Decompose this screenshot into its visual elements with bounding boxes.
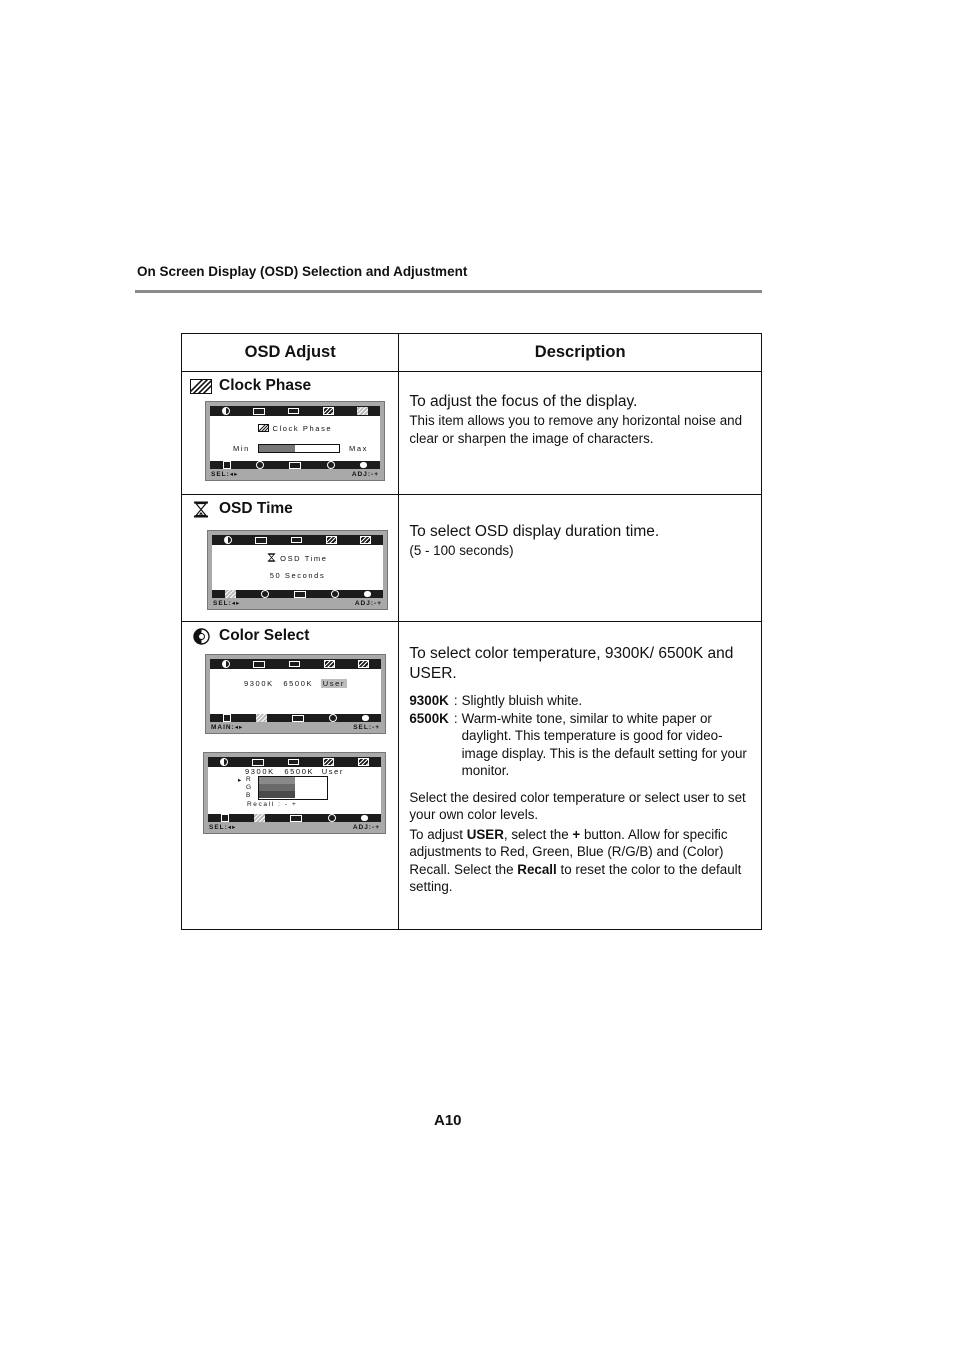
osd-bottom-bar — [210, 461, 380, 469]
hourglass-icon — [223, 714, 231, 722]
size-icon — [288, 408, 299, 414]
osd-menu-bar — [210, 406, 380, 416]
osd-menu-bar — [212, 535, 383, 545]
feature-cell — [182, 495, 399, 622]
reset-icon — [329, 714, 337, 722]
osd-footer-left: SEL:◂▸ — [209, 824, 237, 831]
option-6500k[interactable]: 6500K — [284, 767, 315, 776]
reset-icon — [328, 814, 336, 822]
osd-footer — [211, 470, 379, 479]
clock-phase-icon — [190, 378, 212, 394]
option-value: Warm-white tone, similar to white paper or daylight. This temperature is good for video-image display. This is the default setting for your monitor. — [461, 710, 747, 778]
osd-label-text: OSD Time — [280, 554, 328, 563]
osd-preview-user-color — [203, 752, 386, 834]
recall-control[interactable]: Recall : - + — [247, 801, 298, 808]
color-wheel-icon — [261, 590, 269, 598]
osd-value: 50 Seconds — [269, 571, 326, 580]
feature-cell — [182, 372, 399, 495]
osd-preview-clock-phase — [205, 401, 385, 481]
color-wheel-icon — [256, 714, 267, 722]
osd-adjust-table — [181, 333, 762, 930]
user-keyword: USER — [466, 826, 504, 842]
clock-phase-slider[interactable] — [258, 444, 340, 453]
text-span: button. Allow for specific adjustments to Red, Green, Blue (R/G/B) and (Color) Recall. Select the — [409, 826, 728, 877]
table-row — [182, 495, 762, 622]
clock-phase-icon — [258, 424, 269, 432]
osd-footer-left: SEL:◂▸ — [211, 471, 239, 478]
color-wheel-icon — [190, 628, 212, 644]
osd-min-label: Min — [233, 444, 250, 453]
table-row — [182, 372, 762, 495]
feature-title — [190, 500, 398, 518]
osd-menu-bar — [208, 757, 381, 767]
size-icon — [288, 759, 299, 765]
osd-menu-bar — [210, 659, 381, 669]
contrast-icon — [224, 536, 232, 544]
contrast-icon — [222, 407, 230, 415]
option-value: Slightly bluish white. — [461, 693, 583, 708]
position-icon — [253, 408, 265, 415]
info-icon — [361, 815, 368, 821]
description-cell — [399, 372, 762, 495]
column-header-description: Description — [399, 334, 762, 372]
green-label: G — [246, 784, 253, 791]
feature-title — [190, 377, 398, 395]
osd-footer — [213, 599, 382, 608]
osd-footer-right: ADJ:-+ — [354, 600, 382, 607]
feature-title — [190, 627, 398, 645]
osd-item-label — [210, 424, 380, 433]
red-level-bar — [259, 777, 295, 784]
header-divider — [135, 290, 762, 293]
osd-bottom-bar — [210, 714, 381, 722]
clock-icon — [324, 660, 335, 668]
color-temperature-options — [210, 679, 381, 688]
slider-fill — [259, 445, 295, 452]
option-9300k[interactable]: 9300K — [245, 767, 275, 776]
input-icon — [292, 715, 304, 722]
hourglass-icon — [221, 814, 229, 822]
reset-icon — [327, 461, 335, 469]
description-cell — [399, 622, 762, 930]
option-user[interactable]: User — [322, 679, 345, 688]
info-icon — [360, 462, 367, 468]
description-lead: To adjust the focus of the display. — [409, 393, 638, 410]
osd-bottom-bar — [208, 814, 381, 822]
hourglass-icon — [190, 501, 212, 517]
blue-label: B — [246, 792, 252, 799]
description-cell — [399, 495, 762, 622]
osd-footer — [209, 823, 380, 832]
clock-phase-icon — [358, 660, 369, 668]
osd-content — [210, 416, 380, 461]
osd-footer-right: ADJ:-+ — [351, 471, 379, 478]
text-span: To adjust — [409, 826, 467, 842]
osd-content — [210, 669, 381, 714]
description-text: This item allows you to remove any horizontal noise and clear or sharpen the image of characters. — [409, 413, 743, 446]
red-label: R — [246, 776, 253, 783]
osd-content — [208, 767, 381, 814]
hourglass-icon — [267, 553, 276, 562]
input-icon — [290, 815, 302, 822]
hourglass-icon — [225, 590, 236, 598]
position-icon — [252, 759, 264, 766]
osd-footer-right: ADJ:-+ — [352, 824, 380, 831]
rgb-labels — [246, 776, 253, 800]
feature-cell — [182, 622, 399, 930]
option-6500k[interactable]: 6500K — [283, 679, 314, 688]
column-header-osd-adjust: OSD Adjust — [182, 334, 399, 372]
size-icon — [289, 661, 300, 667]
clock-icon — [326, 536, 337, 544]
blue-level-bar — [259, 791, 295, 798]
option-user[interactable]: User — [321, 767, 344, 776]
recall-keyword: Recall — [517, 861, 557, 877]
description-text: (5 - 100 seconds) — [409, 543, 514, 558]
option-key: 6500K — [409, 710, 449, 726]
section-title: On Screen Display (OSD) Selection and Adjustment — [137, 264, 468, 279]
option-9300k[interactable]: 9300K — [244, 679, 274, 688]
clock-phase-icon — [358, 758, 369, 766]
osd-footer-left: SEL:◂▸ — [213, 600, 241, 607]
option-key: 9300K — [409, 693, 449, 708]
table-row — [182, 622, 762, 930]
feature-title-text: Color Select — [219, 627, 310, 644]
description-text: Select the desired color temperature or select user to set your own color levels. — [409, 789, 746, 822]
input-icon — [289, 462, 301, 469]
osd-preview-osd-time — [207, 530, 388, 610]
page-number: A10 — [434, 1112, 462, 1129]
color-wheel-icon — [254, 814, 265, 822]
description-lead: To select color temperature, 9300K/ 6500K and USER. — [409, 645, 734, 682]
osd-content — [212, 545, 383, 590]
position-icon — [255, 537, 267, 544]
text-span: to reset the color to the default setting. — [409, 861, 742, 894]
info-icon — [364, 591, 371, 597]
selector-arrow-icon: ▸ — [238, 777, 243, 784]
feature-title-text: OSD Time — [219, 500, 293, 517]
osd-footer — [211, 723, 380, 732]
input-icon — [294, 591, 306, 598]
option-9300k-description: 9300K : Slightly bluish white. — [409, 692, 755, 710]
osd-footer-left: MAIN:◂▸ — [211, 724, 244, 731]
reset-icon — [331, 590, 339, 598]
osd-bottom-bar — [212, 590, 383, 598]
option-6500k-description: 6500K : Warm-white tone, similar to white paper or daylight. This temperature is good for video-image display. This is the default setting for your monitor. — [409, 710, 755, 780]
color-temperature-options — [208, 767, 381, 776]
osd-item-label — [212, 553, 383, 563]
description-text-user — [409, 826, 755, 896]
green-level-bar — [259, 784, 295, 791]
contrast-icon — [220, 758, 228, 766]
rgb-level-box[interactable] — [258, 776, 328, 800]
plus-button-symbol: + — [572, 826, 581, 842]
clock-icon — [323, 407, 334, 415]
info-icon — [362, 715, 369, 721]
feature-title-text: Clock Phase — [219, 377, 312, 394]
clock-icon — [323, 758, 334, 766]
text-span: , select the — [503, 826, 573, 842]
hourglass-icon — [223, 461, 231, 469]
size-icon — [291, 537, 302, 543]
position-icon — [253, 661, 265, 668]
osd-preview-color-select — [205, 654, 386, 734]
osd-max-label: Max — [349, 444, 368, 453]
osd-label-text: Clock Phase — [272, 424, 333, 433]
clock-phase-icon — [360, 536, 371, 544]
osd-footer-right: SEL:-+ — [353, 724, 380, 731]
contrast-icon — [222, 660, 230, 668]
color-wheel-icon — [256, 461, 264, 469]
clock-phase-icon — [357, 407, 368, 415]
description-lead: To select OSD display duration time. — [409, 523, 660, 540]
